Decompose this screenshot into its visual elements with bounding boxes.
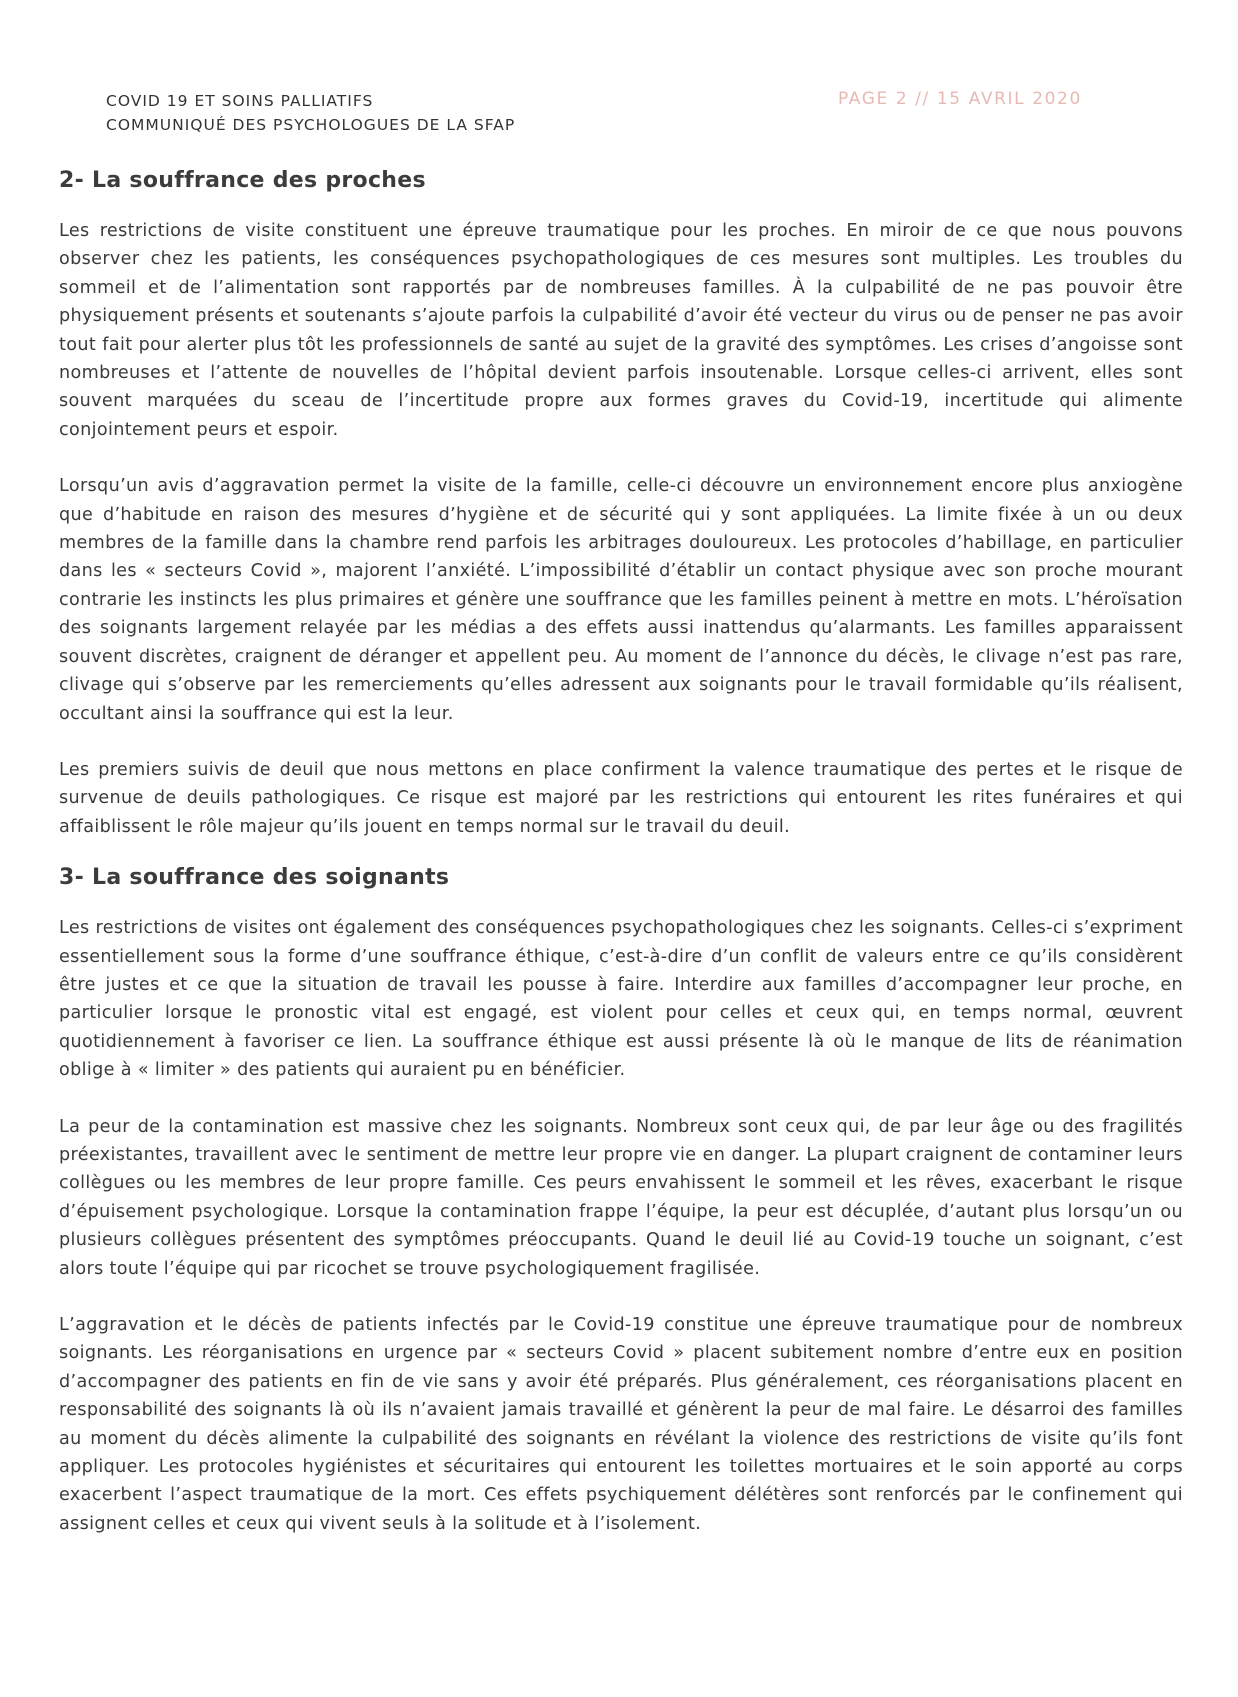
header-subtitle: COMMUNIQUÉ DES PSYCHOLOGUES DE LA SFAP <box>106 116 516 134</box>
header-title: COVID 19 ET SOINS PALLIATIFS <box>106 92 374 110</box>
paragraph: Les restrictions de visite constituent une épreuve traumatique pour les proches. En miroir de ce que nous pouvons observer chez les patients, les conséquences psychopathologiques de ces mesures sont multiples. Les troubles du sommeil et de l’alimentation sont rapportés par de nombreuses familles. À la culpabilité de ne pas pouvoir être physiquement présents et soutenants s’ajoute parfois la culpabilité d’avoir été vecteur du virus ou de penser ne pas avoir tout fait pour alerter plus tôt les professionnels de santé au sujet de la gravité des symptômes. Les crises d’angoisse sont nombreuses et l’attente de nouvelles de l’hôpital devient parfois insoutenable. Lorsque celles-ci arrivent, elles sont souvent marquées du sceau de l’incertitude propre aux formes graves du Covid-19, incertitude qui alimente conjointement peurs et espoir. <box>59 221 1183 440</box>
paragraph: Les restrictions de visites ont également des conséquences psychopathologiques chez les soignants. Celles-ci s’expriment essentiellement sous la forme d’une souffrance éthique, c’est-à-dire d’un conflit de valeurs entre ce qu’ils considèrent être justes et ce que la situation de travail les pousse à faire. Interdire aux familles d’accompagner leur proche, en particulier lorsque le pronostic vital est engagé, est violent pour celles et ceux qui, en temps normal, œuvrent quotidiennement à favoriser ce lien. La souffrance éthique est aussi présente là où le manque de lits de réanimation oblige à « limiter » des patients qui auraient pu en bénéficier. <box>59 918 1183 1081</box>
paragraph: La peur de la contamination est massive chez les soignants. Nombreux sont ceux qui, de par leur âge ou des fragilités préexistantes, travaillent avec le sentiment de mettre leur propre vie en danger. La plupart craignent de contaminer leurs collègues ou les membres de leur propre famille. Ces peurs envahissent le sommeil et les rêves, exacerbant le risque d’épuisement psychologique. Lorsque la contamination frappe l’équipe, la peur est décuplée, d’autant plus lorsqu’un ou plusieurs collègues présentent des symptômes préoccupants. Quand le deuil lié au Covid-19 touche un soignant, c’est alors toute l’équipe qui par ricochet se trouve psychologiquement fragilisée. <box>59 1116 1183 1279</box>
paragraph: L’aggravation et le décès de patients infectés par le Covid-19 constitue une épreuve traumatique pour de nombreux soignants. Les réorganisations en urgence par « secteurs Covid » placent subitement nombre d’entre eux en position d’accompagner des patients en fin de vie sans y avoir été préparés. Plus généralement, ces réorganisations placent en responsabilité des soignants là où ils n’avaient jamais travaillé et génèrent la peur de mal faire. Le désarroi des familles au moment du décès alimente la culpabilité des soignants en révélant la violence des restrictions de visite qu’ils font appliquer. Les protocoles hygiénistes et sécuritaires qui entourent les toilettes mortuaires et le soin apporté au corps exacerbent l’aspect traumatique de la mort. Ces effets psychiquement délétères sont renforcés par le confinement qui assignent celles et ceux qui vivent seuls à la solitude et à l’isolement. <box>59 1315 1183 1534</box>
section-heading: 3- La souffrance des soignants <box>59 865 450 891</box>
section-souffrance-soignants <box>59 865 1183 1538</box>
section-heading: 2- La souffrance des proches <box>59 168 426 193</box>
paragraph: Lorsqu’un avis d’aggravation permet la visite de la famille, celle-ci découvre un environnement encore plus anxiogène que d’habitude en raison des mesures d’hygiène et de sécurité qui y sont appliquées. La limite fixée à un ou deux membres de la famille dans la chambre rend parfois les arbitrages douloureux. Les protocoles d’habillage, en particulier dans les « secteurs Covid », majorent l’anxiété. L’impossibilité d’établir un contact physique avec son proche mourant contrarie les instincts les plus primaires et génère une souffrance que les familles peinent à mettre en mots. L’héroïsation des soignants largement relayée par les médias a des effets aussi inattendus qu’alarmants. Les familles apparaissent souvent discrètes, craignent de déranger et appellent peu. Au moment de l’annonce du décès, le clivage n’est pas rare, clivage qui s’observe par les remerciements qu’elles adressent aux soignants pour le travail formidable qu’ils réalisent, occultant ainsi la souffrance qui est la leur. <box>59 476 1183 724</box>
section-souffrance-proches <box>59 168 1183 841</box>
document-header <box>106 89 515 137</box>
document-body <box>59 168 1183 1538</box>
paragraph: Les premiers suivis de deuil que nous mettons en place confirment la valence traumatique des pertes et le risque de survenue de deuils pathologiques. Ce risque est majoré par les restrictions qui entourent les rites funéraires et qui affaiblissent le rôle majeur qu’ils jouent en temps normal sur le travail du deuil. <box>59 759 1183 837</box>
page-info: PAGE 2 // 15 AVRIL 2020 <box>838 89 1082 109</box>
